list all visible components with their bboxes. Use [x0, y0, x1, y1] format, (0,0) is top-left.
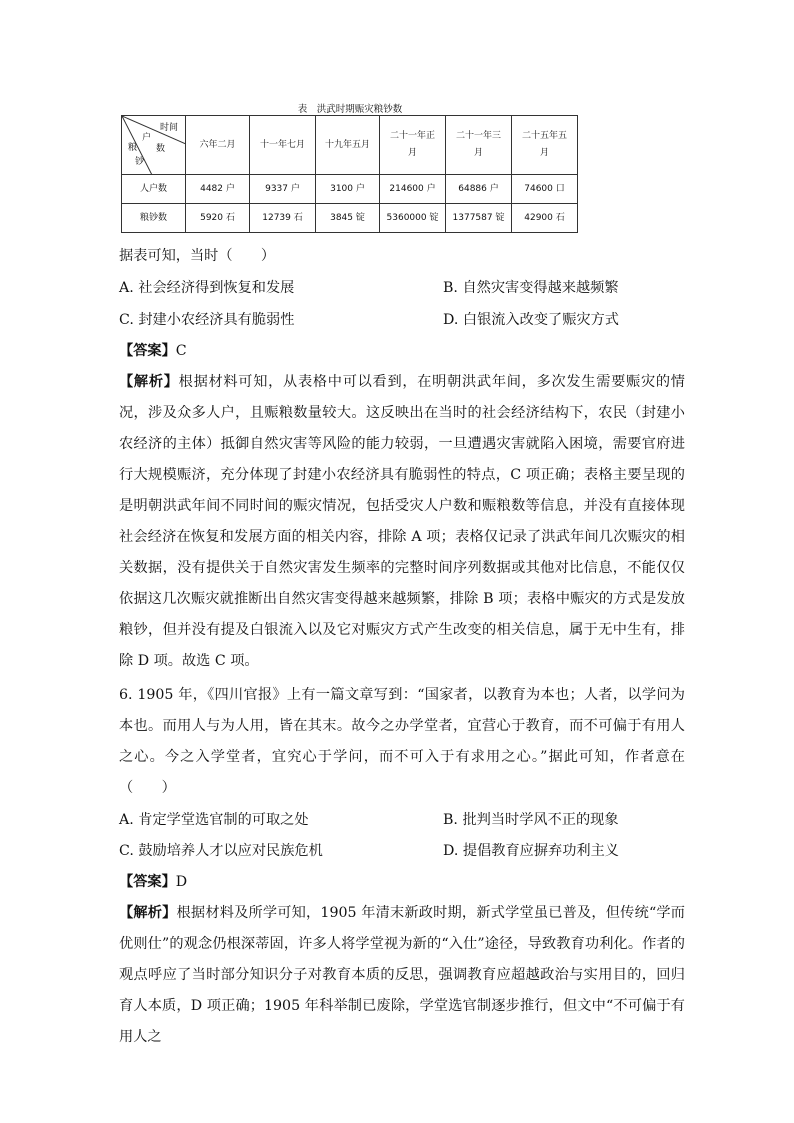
- q5-option-b: B. 自然灾害变得越来越频繁: [443, 280, 619, 296]
- q6-analysis: [119, 898, 685, 1053]
- table-cell: 5920 石: [186, 204, 250, 233]
- table-cell: 12739 石: [250, 204, 316, 233]
- column-header: 二十一年三月: [446, 116, 512, 175]
- q6-option-a: A. 肯定学堂选官制的可取之处: [119, 812, 309, 828]
- table-row: [122, 204, 578, 233]
- column-header: 十一年七月: [250, 116, 316, 175]
- analysis-label: 【解析】: [119, 905, 177, 921]
- q5-stem: 据表可知，当时（ ）: [119, 248, 276, 264]
- relief-table: [121, 115, 578, 233]
- q6-stem: 6. 1905 年，《四川官报》上有一篇文章写到：“国家者，以教育为本也；人者，以学问为本也。而用人与为人用，皆在其末。故今之办学堂者，宜营心于教育，而不可偏于有用人之心。今之入学堂者，宜究心于学问，而不可入于有求用之心。”据此可知，作者意在（ ）: [119, 687, 685, 796]
- table-caption: 表 洪武时期赈灾粮钞数: [297, 104, 403, 115]
- corner-label-time: 时间: [160, 123, 179, 133]
- table-corner-cell: [122, 116, 186, 175]
- q6-option-c: C. 鼓励培养人才以应对民族危机: [119, 843, 323, 859]
- answer-label: 【答案】: [119, 343, 176, 359]
- q6-answer: [119, 867, 685, 898]
- q5-option-d: D. 白银流入改变了赈灾方式: [443, 312, 619, 328]
- q6-option-b: B. 批判当时学风不正的现象: [443, 812, 619, 828]
- table-cell: 3845 锭: [316, 204, 380, 233]
- q5-analysis: [119, 367, 685, 677]
- analysis-label: 【解析】: [119, 374, 179, 390]
- q5-option-c: C. 封建小农经济具有脆弱性: [119, 312, 295, 328]
- table-cell: 5360000 锭: [380, 204, 446, 233]
- q6-option-d: D. 提倡教育应摒弃功利主义: [443, 843, 619, 859]
- corner-label-shu: 数: [156, 144, 166, 154]
- column-header: 十九年五月: [316, 116, 380, 175]
- table-cell: 214600 户: [380, 175, 446, 204]
- column-header: 二十一年正月: [380, 116, 446, 175]
- corner-label-liang: 粮: [128, 143, 138, 153]
- corner-label-hu: 户: [142, 133, 152, 143]
- table-cell: 64886 户: [446, 175, 512, 204]
- table-cell: 9337 户: [250, 175, 316, 204]
- analysis-text: 根据材料及所学可知，1905 年清末新政时期，新式学堂虽已普及，但传统“学而优则仕”的观念仍根深蒂固，许多人将学堂视为新的“入仕”途径，导致教育功利化。作者的观点呼应了当时部分知识分子对教育本质的反思，强调教育应超越政治与实用目的，回归育人本质，D 项正确；1905 年科举制已废除，学堂选官制逐步推行，但文中“不可偏于有用人之: [119, 905, 685, 1045]
- analysis-text: 根据材料可知，从表格中可以看到，在明朝洪武年间，多次发生需要赈灾的情况，涉及众多人户，且赈粮数量较大。这反映出在当时的社会经济结构下，农民（封建小农经济的主体）抵御自然灾害等风险的能力较弱，一旦遭遇灾害就陷入困境，需要官府进行大规模赈济，充分体现了封建小农经济具有脆弱性的特点，C 项正确；表格主要呈现的是明朝洪武年间不同时间的赈灾情况，包括受灾人户数和赈粮数等信息，并没有直接体现社会经济在恢复和发展方面的相关内容，排除 A 项；表格仅记录了洪武年间几次赈灾的相关数据，没有提供关于自然灾害发生频率的完整时间序列数据或其他对比信息，不能仅仅依据这几次赈灾就推断出自然灾害变得越来越频繁，排除 B 项；表格中赈灾的方式是发放粮钞，但并没有提及白银流入以及它对赈灾方式产生改变的相关信息，属于无中生有，排除 D 项。故选 C 项。: [119, 374, 685, 669]
- answer-value: C: [175, 343, 187, 359]
- row-label: 粮钞数: [122, 204, 186, 233]
- answer-label: 【答案】: [119, 874, 176, 890]
- table-cell: 1377587 锭: [446, 204, 512, 233]
- table-cell: 74600 口: [512, 175, 578, 204]
- table-cell: 42900 石: [512, 204, 578, 233]
- table-cell: 3100 户: [316, 175, 380, 204]
- table-row: [122, 175, 578, 204]
- q5-answer: [119, 336, 685, 367]
- answer-value: D: [175, 874, 188, 890]
- q5-option-a: A. 社会经济得到恢复和发展: [119, 280, 295, 296]
- column-header: 六年二月: [186, 116, 250, 175]
- table-cell: 4482 户: [186, 175, 250, 204]
- column-header: 二十五年五月: [512, 116, 578, 175]
- row-label: 人户数: [122, 175, 186, 204]
- corner-label-chao: 钞: [135, 157, 145, 167]
